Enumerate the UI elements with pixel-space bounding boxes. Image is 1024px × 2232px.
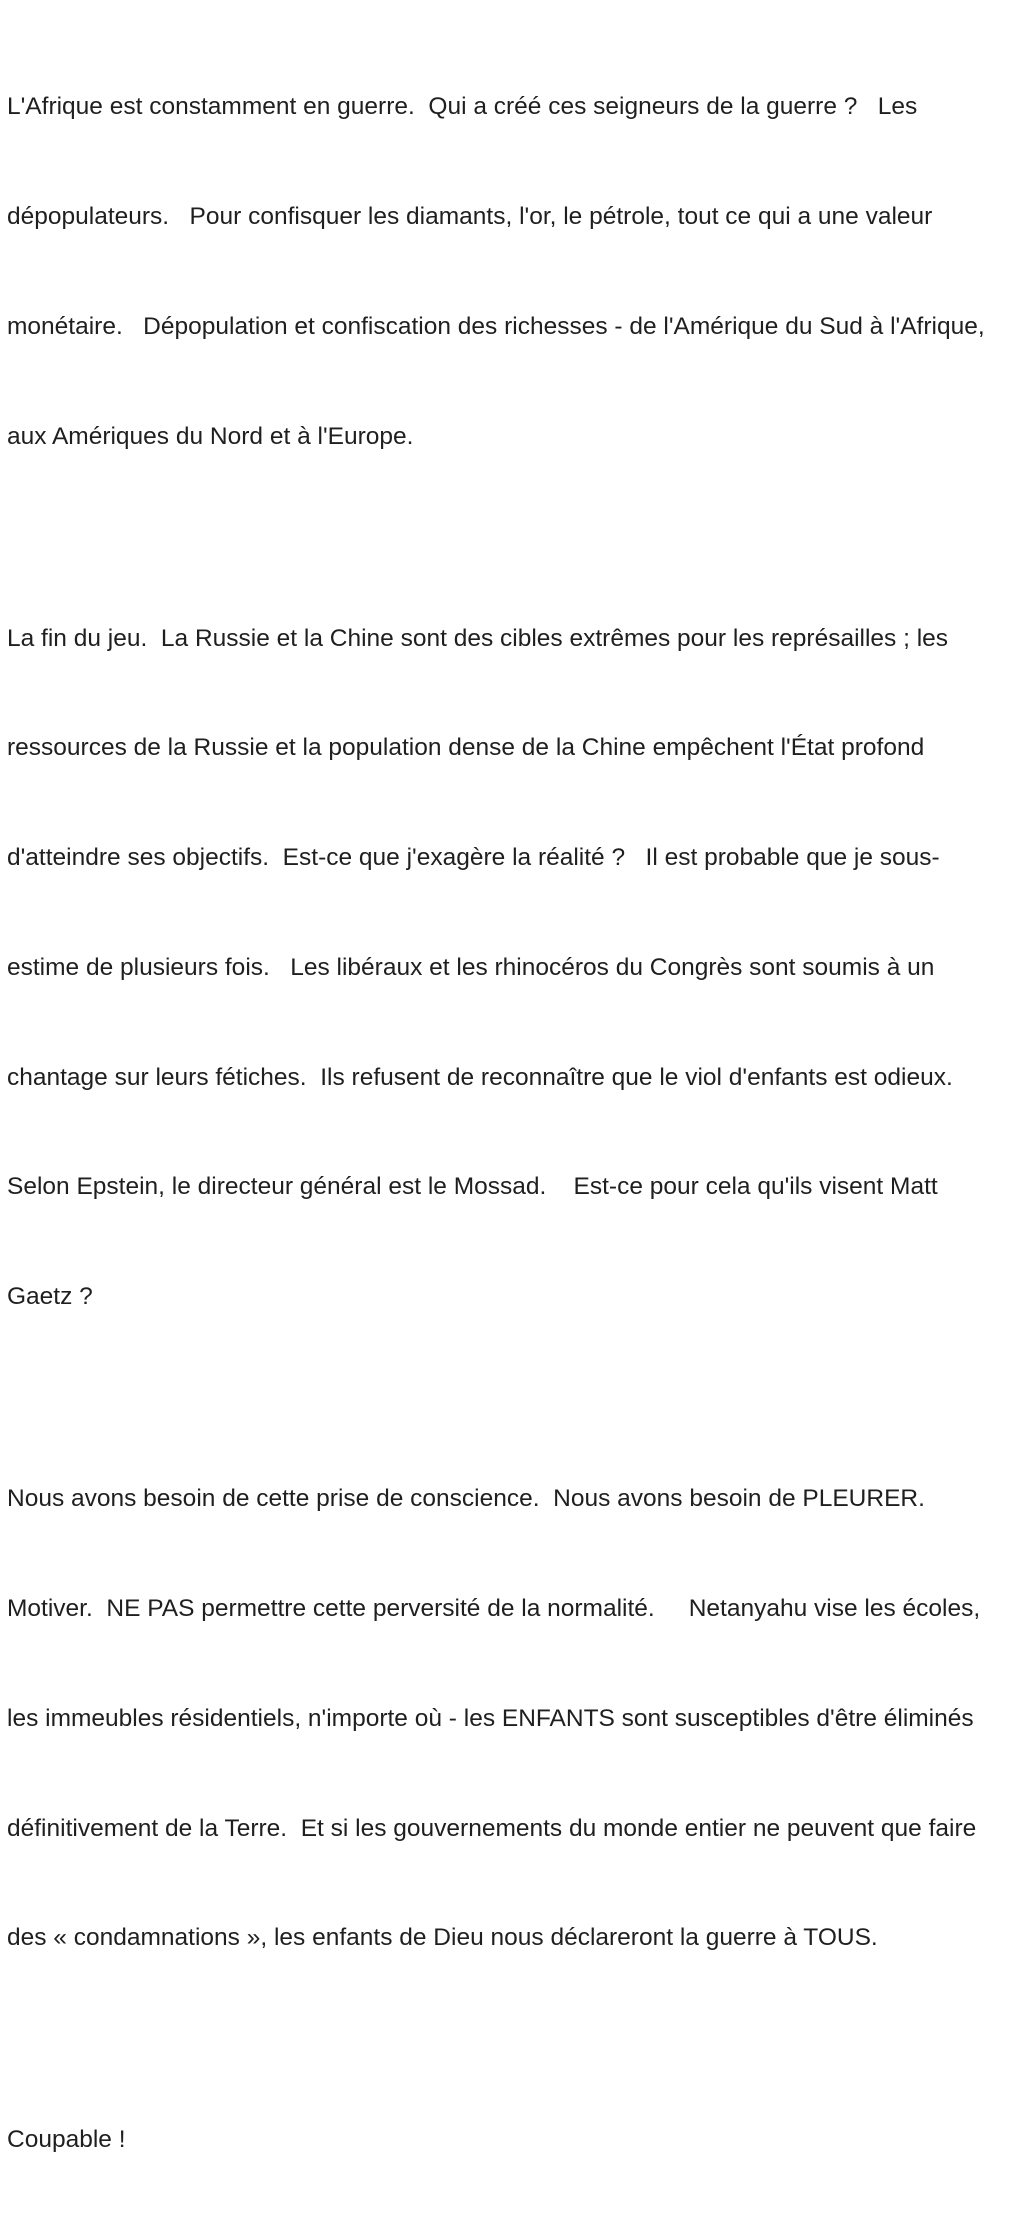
text-line: Selon Epstein, le directeur général est le Mossad. Est-ce pour cela qu'ils visent Matt <box>7 1173 938 1201</box>
text-line: L'Afrique est constamment en guerre. Qui a créé ces seigneurs de la guerre ? Les <box>7 93 918 121</box>
text-line: La fin du jeu. La Russie et la Chine sont des cibles extrêmes pour les représailles ; les <box>7 624 949 652</box>
text-line: les immeubles résidentiels, n'importe où - les ENFANTS sont susceptibles d'être éliminés <box>7 1704 974 1732</box>
text-line: d'atteindre ses objectifs. Est-ce que j'exagère la réalité ? Il est probable que je sous- <box>7 844 940 872</box>
paragraph-4 <box>7 2049 1019 2232</box>
text-line: Nous avons besoin de cette prise de conscience. Nous avons besoin de PLEURER. <box>7 1485 925 1513</box>
text-line: ressources de la Russie et la population dense de la Chine empêchent l'État profond <box>7 734 925 762</box>
text-line: des « condamnations », les enfants de Dieu nous déclareront la guerre à TOUS. <box>7 1924 878 1952</box>
text-line: Coupable ! <box>7 2126 126 2154</box>
text-line: aux Amériques du Nord et à l'Europe. <box>7 422 414 450</box>
text-line: estime de plusieurs fois. Les libéraux et les rhinocéros du Congrès sont soumis à un <box>7 953 935 981</box>
text-line: monétaire. Dépopulation et confiscation des richesses - de l'Amérique du Sud à l'Afrique, <box>7 312 985 340</box>
paragraph-3 <box>7 1408 1019 2030</box>
text-line: chantage sur leurs fétiches. Ils refusent de reconnaître que le viol d'enfants est odieux. <box>7 1063 953 1091</box>
text-line: Motiver. NE PAS permettre cette perversité de la normalité. Netanyahu vise les écoles, <box>7 1594 981 1622</box>
text-line: définitivement de la Terre. Et si les gouvernements du monde entier ne peuvent que faire <box>7 1814 977 1842</box>
text-line: dépopulateurs. Pour confisquer les diamants, l'or, le pétrole, tout ce qui a une valeur <box>7 202 933 230</box>
article-body <box>7 16 1019 2232</box>
text-line: Gaetz ? <box>7 1283 93 1311</box>
paragraph-1 <box>7 16 1019 528</box>
paragraph-2 <box>7 547 1019 1389</box>
